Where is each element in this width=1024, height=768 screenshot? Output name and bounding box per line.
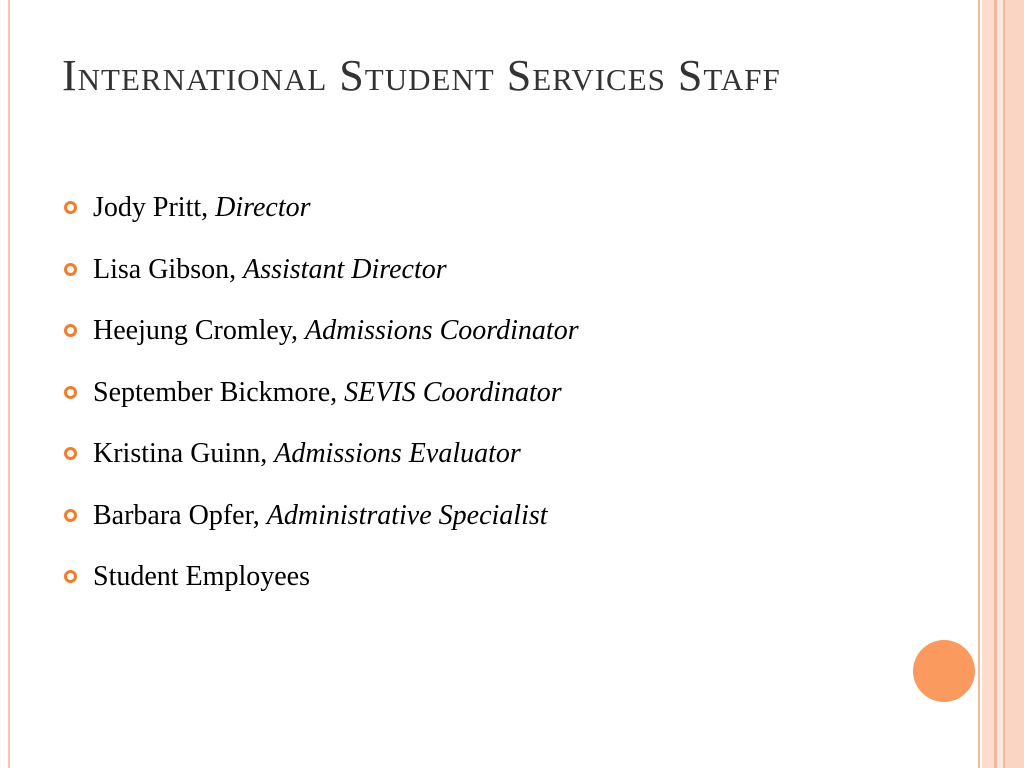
- bullet-ring-icon: [64, 570, 77, 583]
- staff-name: Jody Pritt,: [93, 192, 209, 223]
- bullet-ring-icon: [64, 509, 77, 522]
- orange-circle-icon: [913, 640, 975, 702]
- staff-name: Student Employees: [93, 561, 310, 592]
- list-item: [64, 491, 579, 553]
- staff-role: Admissions Coordinator: [305, 315, 579, 346]
- staff-list: [64, 183, 579, 614]
- staff-role: SEVIS Coordinator: [344, 376, 562, 408]
- right-decorative-band: [978, 0, 1024, 768]
- bullet-ring-icon: [64, 386, 77, 399]
- list-item: [64, 306, 579, 368]
- bullet-ring-icon: [64, 263, 77, 276]
- staff-role: Director: [215, 192, 311, 223]
- staff-role: Administrative Specialist: [266, 499, 548, 531]
- slide-title: International Student Services Staff: [62, 51, 781, 100]
- list-item: [64, 368, 579, 430]
- list-item: [64, 552, 579, 614]
- list-item: [64, 429, 579, 491]
- bullet-ring-icon: [64, 447, 77, 460]
- staff-name: Barbara Opfer,: [93, 499, 260, 531]
- staff-name: Lisa Gibson,: [93, 253, 237, 285]
- bullet-ring-icon: [64, 201, 77, 214]
- left-border-line: [8, 0, 10, 768]
- list-item: [64, 183, 579, 245]
- staff-name: Heejung Cromley,: [93, 315, 299, 346]
- list-item: [64, 245, 579, 307]
- bullet-ring-icon: [64, 324, 77, 337]
- staff-name: Kristina Guinn,: [93, 438, 268, 469]
- staff-role: Admissions Evaluator: [274, 438, 521, 469]
- staff-name: September Bickmore,: [93, 376, 338, 408]
- staff-role: Assistant Director: [243, 253, 447, 285]
